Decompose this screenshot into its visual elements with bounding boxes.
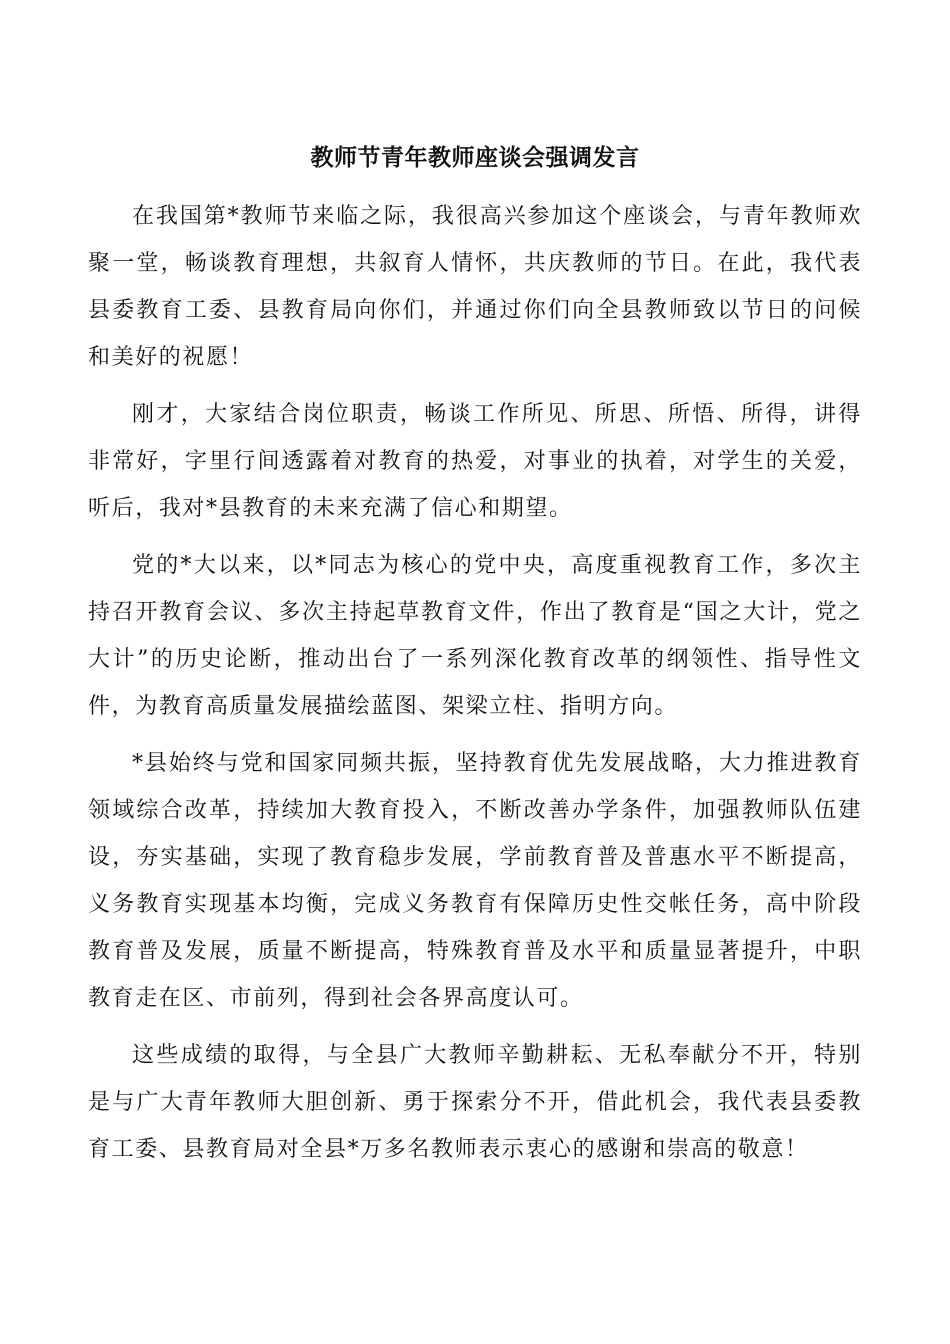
document-body	[88, 193, 862, 1183]
paragraph-1: 在我国第*教师节来临之际，我很高兴参加这个座谈会，与青年教师欢聚一堂，畅谈教育理想，共叙育人情怀，共庆教师的节日。在此，我代表县委教育工委、县教育局向你们，并通过你们向全县教师致以节日的问候和美好的祝愿！	[88, 204, 862, 370]
paragraph-2: 刚才，大家结合岗位职责，畅谈工作所见、所思、所悟、所得，讲得非常好，字里行间透露着对教育的热爱，对事业的执着，对学生的关爱，听后，我对*县教育的未来充满了信心和期望。	[88, 402, 862, 521]
paragraph-4: *县始终与党和国家同频共振，坚持教育优先发展战略，大力推进教育领域综合改革，持续加大教育投入，不断改善办学条件，加强教师队伍建设，夯实基础，实现了教育稳步发展，学前教育普及普惠水平不断提高，义务教育实现基本均衡，完成义务教育有保障历史性交帐任务，高中阶段教育普及发展，质量不断提高，特殊教育普及水平和质量显著提升，中职教育走在区、市前列，得到社会各界高度认可。	[88, 751, 862, 1011]
paragraph-3: 党的*大以来，以*同志为核心的党中央，高度重视教育工作，多次主持召开教育会议、多次主持起草教育文件，作出了教育是“国之大计，党之大计”的历史论断，推动出台了一系列深化教育改革的纲领性、指导性文件，为教育高质量发展描绘蓝图、架梁立柱、指明方向。	[88, 553, 862, 719]
document-title: 教师节青年教师座谈会强调发言	[310, 145, 640, 171]
paragraph-5: 这些成绩的取得，与全县广大教师辛勤耕耘、无私奉献分不开，特别是与广大青年教师大胆创新、勇于探索分不开，借此机会，我代表县委教育工委、县教育局对全县*万多名教师表示衷心的感谢和崇高的敬意！	[88, 1043, 862, 1162]
